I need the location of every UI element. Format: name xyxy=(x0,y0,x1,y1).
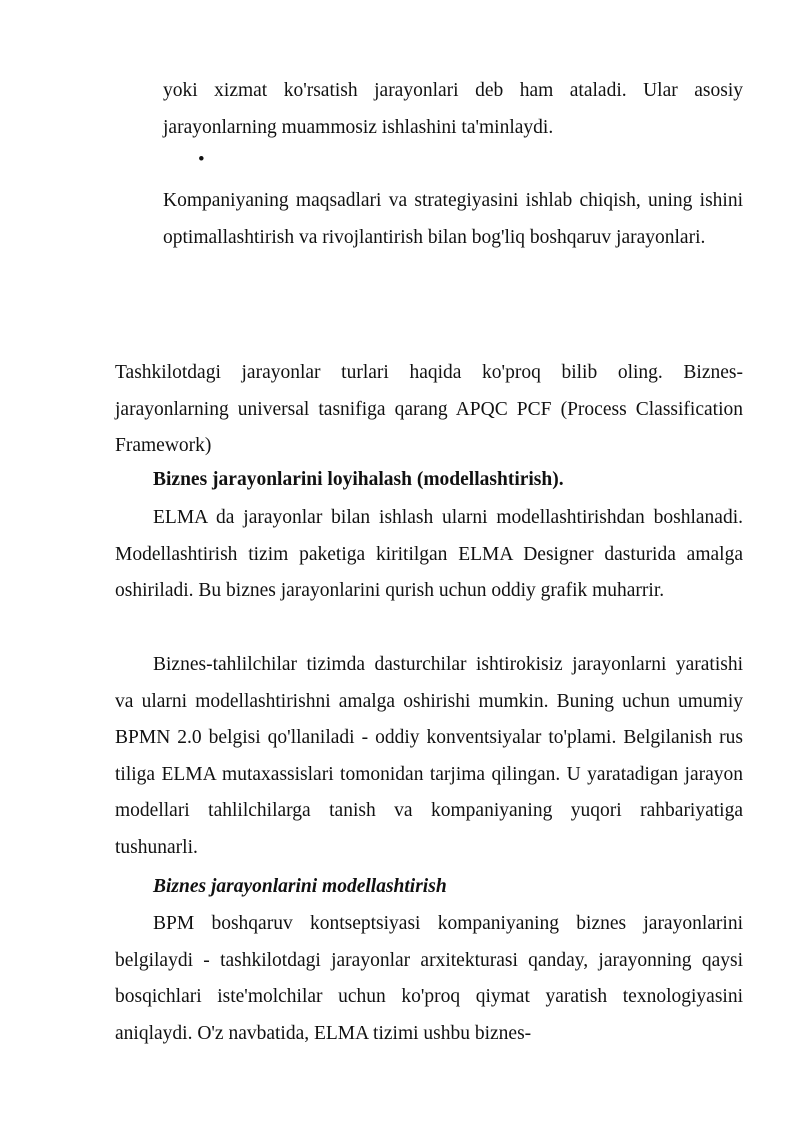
paragraph-process-types: Tashkilotdagi jarayonlar turlari haqida ko'proq bilib oling. Biznes-jarayonlarning universal tasnifiga qarang APQC PCF (Process Classification Framework) xyxy=(115,362,743,456)
bullet-icon: • xyxy=(198,149,205,170)
bullet-item-continuation xyxy=(163,73,743,146)
bullet-item-text: yoki xizmat ko'rsatish jarayonlari deb ham ataladi. Ular asosiy jarayonlarning muammosiz ishlashini ta'minlaydi. xyxy=(163,80,743,138)
paragraph-business-analysts: Biznes-tahlilchilar tizimda dasturchilar ishtirokisiz jarayonlarni yaratishi va ularni modellashtirishni amalga oshirishi mumkin. Buning uchun umumiy BPMN 2.0 belgisi qo'llaniladi - oddiy konventsiyalar to'plami. Belgilanish rus tiliga ELMA mutaxassislari tomonidan tarjima qilingan. U yaratadigan jarayon modellari tahlilchilarga tanish va kompaniyaning yuqori rahbariyatiga tushunarli. xyxy=(115,654,743,858)
section-heading-modelling: Biznes jarayonlarini modellashtirish xyxy=(153,876,447,897)
bullet-item-management-processes: Kompaniyaning maqsadlari va strategiyasini ishlab chiqish, uning ishini optimallashtirish va rivojlantirish bilan bog'liq boshqaruv jarayonlari. xyxy=(163,190,743,248)
section-heading-design: Biznes jarayonlarini loyihalash (modellashtirish). xyxy=(153,469,564,490)
paragraph-elma-designer: ELMA da jarayonlar bilan ishlash ularni modellashtirishdan boshlanadi. Modellashtirish tizim paketiga kiritilgan ELMA Designer dasturida amalga oshiriladi. Bu biznes jarayonlarini qurish uchun oddiy grafik muharrir. xyxy=(115,507,743,601)
paragraph-bpm-concept: BPM boshqaruv kontseptsiyasi kompaniyaning biznes jarayonlarini belgilaydi - tashkilotdagi jarayonlar arxitekturasi qanday, jarayonning qaysi bosqichlari iste'molchilar uchun ko'proq qiymat yaratish texnologiyasini aniqlaydi. O'z navbatida, ELMA tizimi ushbu biznes- xyxy=(115,913,743,1044)
